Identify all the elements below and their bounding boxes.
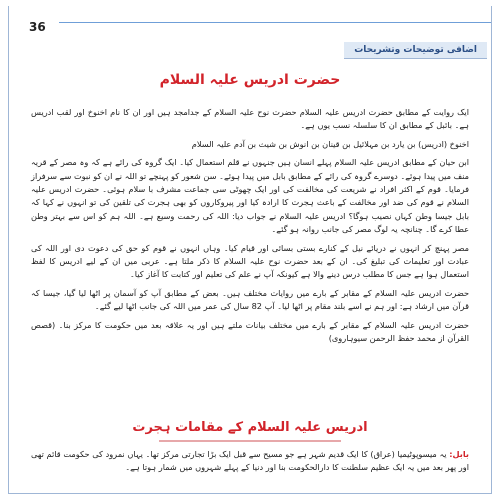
paragraph: ایک روایت کے مطابق حضرت ادریس علیہ السلام حضرت نوح علیہ السلام کے جدامجد ہیں اور ان کا نام اخنوخ اور لقب ادریس ہے۔ بائبل کے مطابق ان کا سلسلہ نسب یوں ہے۔ [31,107,469,131]
page-frame [8,6,492,494]
paragraph: حضرت ادریس علیہ السلام کے مقابر کے بارے میں روایات مختلف ہیں۔ بعض کے مطابق آپ کو آسمان پر اٹھا لیا گیا، جیسا کہ قرآن میں ارشاد ہے: اور ہم نے اسے بلند مقام پر اٹھا لیا۔ آپ 82 سال کی عمر میں اللہ کی جانب اٹھا لیے گئے۔ [31,287,469,312]
bottom-rule [9,493,491,494]
place-label: بابل: [449,449,469,459]
paragraph: ابن حیان کے مطابق ادریس علیہ السلام پہلے انسان ہیں جنہوں نے قلم استعمال کیا۔ ایک گروہ کی رائے ہے کہ وہ مصر کے قریہ منف میں پیدا ہوئے۔ دوسرے گروہ کی رائے کے مطابق بابل میں پیدا ہوئے۔ سن شعور کو پہنچے تو اللہ نے ان کو نبوت سے سرفراز فرمایا۔ قوم کے اکثر افراد نے شریعت کی مخالفت کی اور ایک چھوٹی سی جماعت مشرف با سلام ہوئی۔ حضرت ادریس علیہ السلام نے قوم کی ضد اور مخالفت کے باعث ہجرت کا ارادہ کیا اور پیروکاروں کو بھی ہجرت کی تلقین کی تو انہوں نے کہا کہ بابل جیسا وطن کہاں نصیب ہوگا؟ ادریس علیہ السلام نے جواب دیا: اللہ کی رحمت وسیع ہے۔ اللہ ہم کو اس سے بہتر وطن عطا کرے گا۔ چنانچہ یہ لوگ مصر کی جانب روانہ ہو گئے۔ [31,157,469,235]
place-description: یہ میسوپوٹیمیا (عراق) کا ایک قدیم شہر ہے جو مسیح سے قبل ایک بڑا تجارتی مرکز تھا۔ یہاں نمرود کی حکومت قائم تھی اور پھر بعد میں یہ ایک عظیم سلطنت کا دارالحکومت بنا اور دنیا کے پہلے شہروں میں شمار ہوتا ہے۔ [31,449,469,473]
paragraph: اخنوخ (ادریس) بن یارد بن مہلائیل بن قینان بن انوش بن شیث بن آدم علیہ السلام [191,138,469,149]
header-rule [59,22,491,23]
page-number: 36 [29,20,46,34]
subsection-rule [159,440,341,442]
paragraph: حضرت ادریس علیہ السلام کے مقابر کے بارے میں مختلف بیانات ملتے ہیں اور یہ علاقہ بعد میں حکومت کا مرکز بنا۔ (قصص القرآن از محمد حفظ الرحمن سیوہاروی) [31,319,469,344]
subsection-heading: ادریس علیہ السلام کے مقامات ہجرت [132,420,368,435]
section-heading: حضرت ادریس علیہ السلام [159,72,341,88]
page-header [21,12,479,42]
section-tag: اضافی توضیحات وتشریحات [344,42,487,59]
body-text [31,106,469,351]
paragraph: مصر پہنچ کر انہوں نے دریائے نیل کے کنارے بستی بسائی اور قیام کیا۔ وہاں انہوں نے قوم کو حق کی دعوت دی اور اللہ کی عبادت اور تعلیمات کی تبلیغ کی۔ ان کے بعد حضرت نوح علیہ السلام کا ذکر ملتا ہے۔ عربی میں ان کے لیے ادریس کا لفظ استعمال ہوا ہے جس کا مطلب درس دینے والا ہے کیونکہ آپ نے علم کی تعلیم اور کتابت کا آغاز کیا۔ [31,242,469,280]
body-text-2 [31,448,469,475]
